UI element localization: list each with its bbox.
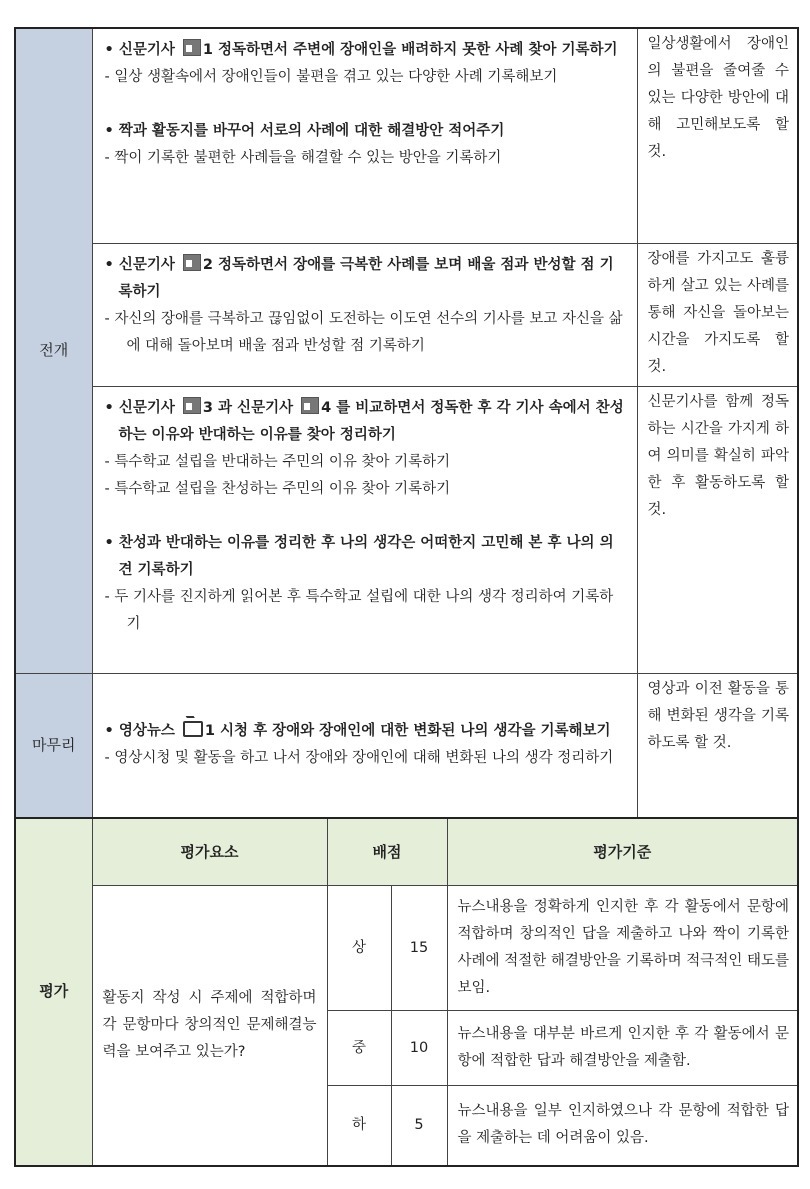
activity-text: 정독하면서 장애를 극복한 사례를 보며 배울 점과 반성할 점 기록하기	[118, 256, 614, 300]
activity-bullet: • 신문기사 3 과 신문기사 4 를 비교하면서 정독한 후 각 기사 속에서 찬성하는 이유와 반대하는 이유를 찾아 정리하기	[105, 395, 627, 449]
activity-cell	[92, 386, 637, 673]
stage-wrap-up: 마무리	[15, 673, 92, 818]
lesson-plan-table	[14, 27, 799, 1167]
spacer	[105, 91, 627, 118]
detail-line: - 일상 생활속에서 장애인들이 불편을 겪고 있는 다양한 사례 기록해보기	[104, 69, 558, 85]
activity-bullet: • 신문기사 2 정독하면서 장애를 극복한 사례를 보며 배울 점과 반성할 점 기록하기	[105, 252, 627, 306]
activity-bullet: • 영상뉴스 1 시청 후 장애와 장애인에 대한 변화된 나의 생각을 기록해보기	[104, 723, 611, 740]
detail-line: - 자신의 장애를 극복하고 끊임없이 도전하는 이도연 선수의 기사를 보고 자신을 삶에 대해 돌아보며 배울 점과 반성할 점 기록하기	[104, 310, 623, 354]
newspaper-icon	[183, 254, 201, 271]
level-criteria: 뉴스내용을 정확하게 인지한 후 각 활동에서 문항에 적합하며 창의적인 답을 제출하고 나와 짝이 기록한 사례에 적절한 해결방안을 기록하며 적극적인 태도를 보임.	[447, 886, 798, 1011]
level-criteria: 뉴스내용을 대부분 바르게 인지한 후 각 활동에서 문항에 적합한 답과 해결방안을 제출함.	[447, 1011, 798, 1086]
source-number: 3	[202, 399, 213, 416]
source-label: 영상뉴스	[118, 723, 175, 740]
source-label: 신문기사	[118, 42, 175, 58]
newspaper-icon	[183, 39, 201, 56]
newspaper-icon	[183, 397, 201, 414]
activity-text: 를 비교하면서 정독한 후 각 기사 속에서 찬성하는 이유와 반대하는 이유를 찾아 정리하기	[118, 399, 624, 443]
activity-bullet: • 찬성과 반대하는 이유를 정리한 후 나의 생각은 어떠한지 고민해 본 후 나의 의견 기록하기	[104, 534, 614, 578]
level-criteria: 뉴스내용을 일부 인지하였으나 각 문항에 적합한 답을 제출하는 데 어려움이 있음.	[447, 1086, 798, 1166]
level-label: 상	[327, 886, 391, 1011]
note-cell: 영상과 이전 활동을 통해 변화된 생각을 기록하도록 할 것.	[637, 673, 798, 818]
activity-bullet: • 신문기사 1 정독하면서 주변에 장애인을 배려하지 못한 사례 찾아 기록하기	[105, 37, 627, 64]
header-element: 평가요소	[92, 818, 327, 886]
level-points: 15	[391, 886, 447, 1011]
activity-cell	[92, 28, 637, 243]
note-cell: 장애를 가지고도 훌륭하게 살고 있는 사례를 통해 자신을 돌아보는 시간을 가지도록 할 것.	[637, 243, 798, 386]
source-number: 1	[204, 723, 215, 740]
source-label: 신문기사	[118, 399, 175, 416]
stage-develop: 전개	[15, 28, 92, 673]
level-points: 5	[391, 1086, 447, 1166]
header-score: 배점	[327, 818, 447, 886]
level-label: 중	[327, 1011, 391, 1086]
detail-line: - 특수학교 설립을 찬성하는 주민의 이유 찾아 기록하기	[104, 480, 451, 497]
newspaper-icon	[301, 397, 319, 414]
source-number: 1	[202, 42, 213, 58]
header-criteria: 평가기준	[447, 818, 798, 886]
evaluation-element: 활동지 작성 시 주제에 적합하며 각 문항마다 창의적인 문제해결능력을 보여주고 있는가?	[92, 886, 327, 1166]
note-cell: 신문기사를 함께 정독하는 시간을 가지게 하여 의미를 확실히 파악한 후 활동하도록 할 것.	[637, 386, 798, 673]
detail-line: - 두 기사를 진지하게 읽어본 후 특수학교 설립에 대한 나의 생각 정리하여 기록하기	[104, 588, 614, 632]
detail-line: - 영상시청 및 활동을 하고 나서 장애와 장애인에 대해 변화된 나의 생각 정리하기	[104, 750, 614, 767]
tv-icon	[183, 721, 203, 737]
activity-text: 정독하면서 주변에 장애인을 배려하지 못한 사례 찾아 기록하기	[212, 42, 618, 58]
note-cell: 일상생활에서 장애인의 불편을 줄여줄 수 있는 다양한 방안에 대해 고민해보도록 할 것.	[637, 28, 798, 243]
activity-bullet: • 짝과 활동지를 바꾸어 서로의 사례에 대한 해결방안 적어주기	[104, 123, 505, 139]
stage-evaluation: 평가	[15, 818, 92, 1166]
activity-cell	[92, 673, 637, 818]
source-number: 2	[202, 256, 213, 273]
activity-cell	[92, 243, 637, 386]
activity-text: 시청 후 장애와 장애인에 대한 변화된 나의 생각을 기록해보기	[214, 723, 611, 740]
detail-line: - 특수학교 설립을 반대하는 주민의 이유 찾아 기록하기	[104, 453, 451, 470]
detail-line: - 짝이 기록한 불편한 사례들을 해결할 수 있는 방안을 기록하기	[104, 150, 502, 166]
source-number: 4	[321, 399, 332, 416]
source-label: 신문기사	[118, 256, 175, 273]
connector-text: 과 신문기사	[212, 399, 294, 416]
level-label: 하	[327, 1086, 391, 1166]
level-points: 10	[391, 1011, 447, 1086]
spacer	[105, 503, 627, 530]
